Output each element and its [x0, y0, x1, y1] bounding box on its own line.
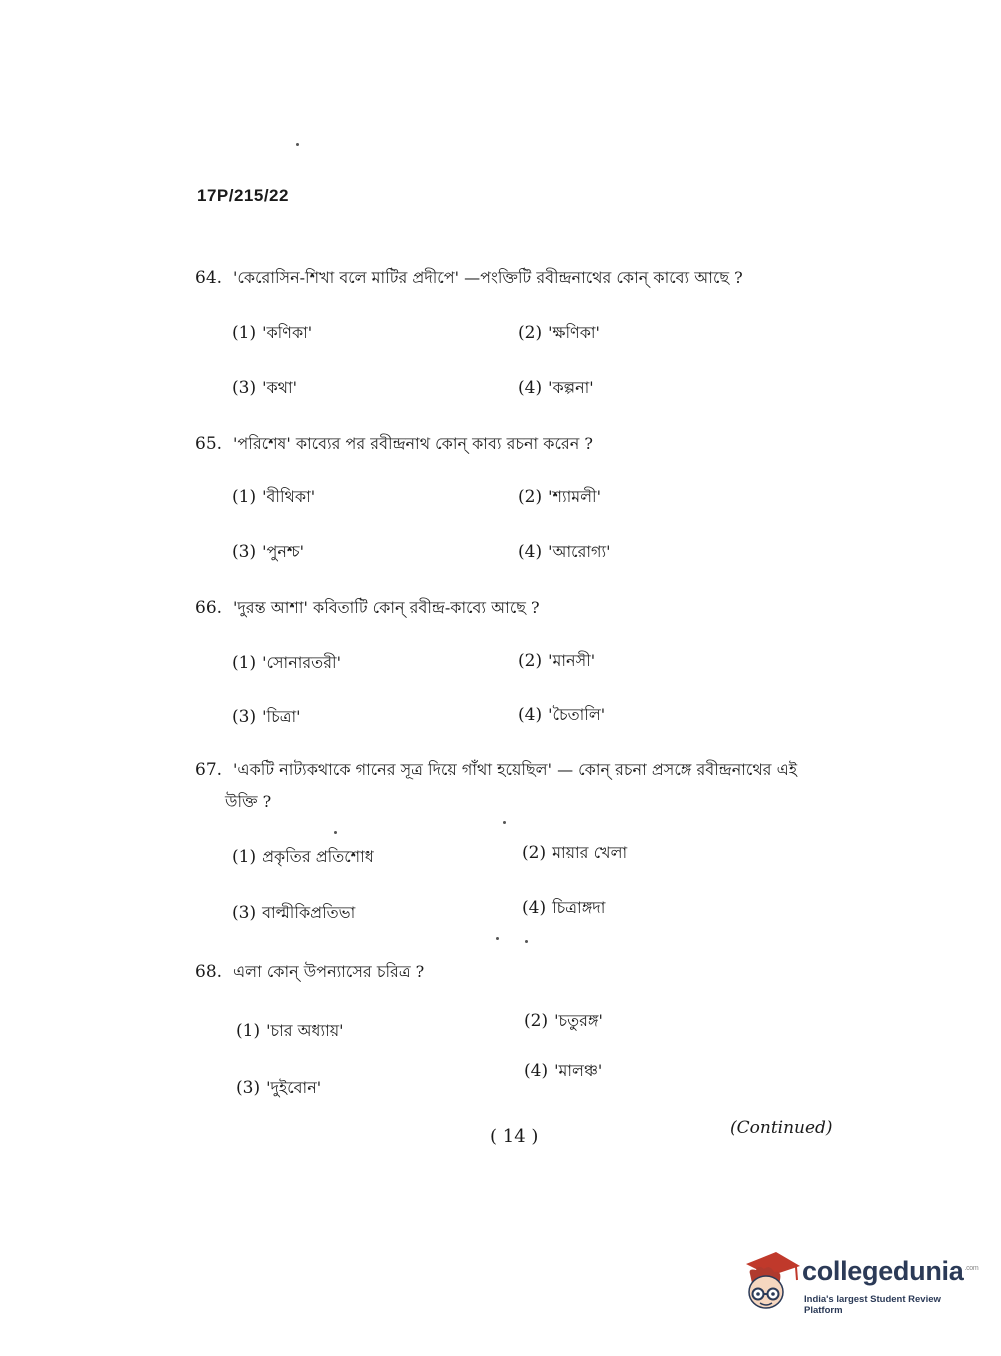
- option-number: (3): [232, 707, 257, 727]
- option-number: (3): [232, 542, 257, 562]
- option-number: (1): [232, 847, 257, 867]
- option-number: (4): [522, 898, 547, 918]
- option-text: 'পুনশ্চ': [262, 542, 304, 561]
- option-66-3: [232, 704, 301, 731]
- question-68: [195, 956, 835, 988]
- option-text: 'সোনারতরী': [262, 653, 341, 672]
- question-number: 65.: [195, 434, 223, 454]
- option-number: (1): [232, 323, 257, 343]
- option-text: 'কণিকা': [262, 323, 313, 342]
- option-text: 'ক্ষণিকা': [548, 323, 600, 342]
- brand-name: collegedunia: [802, 1256, 964, 1286]
- question-65: [195, 428, 835, 460]
- option-text: চিত্রাঙ্গদা: [552, 898, 606, 917]
- question-number: 64.: [195, 268, 223, 288]
- option-text: 'মানসী': [548, 651, 596, 670]
- logo-brand-text: [802, 1256, 978, 1287]
- option-66-2: [518, 648, 595, 675]
- scan-speck: [525, 940, 528, 943]
- option-68-1: [236, 1018, 344, 1045]
- question-text: এলা কোন্ উপন্যাসের চরিত্র ?: [233, 962, 425, 981]
- question-text: 'কেরোসিন-শিখা বলে মাটির প্রদীপে' —পংক্তিটি রবীন্দ্রনাথের কোন্ কাব্যে আছে ?: [233, 268, 743, 287]
- option-text: 'মালঞ্চ': [554, 1061, 603, 1080]
- option-65-2: [518, 484, 601, 511]
- mascot-icon: [742, 1250, 802, 1316]
- option-64-1: [232, 320, 312, 347]
- option-number: (2): [518, 651, 543, 671]
- option-text: 'চতুরঙ্গ': [554, 1011, 603, 1030]
- option-text: 'দুইবোন': [266, 1078, 322, 1097]
- question-64: [195, 262, 835, 294]
- question-text: 'একটি নাট্যকথাকে গানের সূত্র দিয়ে গাঁথা হয়েছিল' — কোন্ রচনা প্রসঙ্গে রবীন্দ্রনাথের এই: [233, 760, 798, 779]
- option-number: (2): [524, 1011, 549, 1031]
- continued-label: (Continued): [730, 1118, 833, 1138]
- option-number: (4): [518, 378, 543, 398]
- option-65-3: [232, 539, 304, 566]
- option-66-4: [518, 702, 605, 729]
- option-number: (2): [522, 843, 547, 863]
- option-65-1: [232, 484, 315, 511]
- page-number: ( 14 ): [490, 1126, 539, 1147]
- option-number: (4): [524, 1061, 549, 1081]
- paper-code: 17P/215/22: [197, 186, 289, 205]
- option-68-4: [524, 1058, 602, 1085]
- logo-tagline: India's largest Student Review Platform: [804, 1294, 941, 1316]
- option-67-2: [522, 840, 627, 867]
- option-67-4: [522, 895, 605, 922]
- option-text: 'চৈতালি': [548, 705, 606, 724]
- option-text: বাল্মীকিপ্রতিভা: [262, 903, 356, 922]
- option-number: (1): [232, 487, 257, 507]
- option-text: 'কল্পনা': [548, 378, 594, 397]
- option-number: (3): [232, 378, 257, 398]
- question-number: 67.: [195, 760, 223, 780]
- option-number: (2): [518, 487, 543, 507]
- option-text: 'কথা': [262, 378, 298, 397]
- question-text: 'পরিশেষ' কাব্যের পর রবীন্দ্রনাথ কোন্ কাব্য রচনা করেন ?: [233, 434, 593, 453]
- option-64-3: [232, 375, 297, 402]
- option-65-4: [518, 539, 611, 566]
- option-number: (1): [232, 653, 257, 673]
- option-64-2: [518, 320, 600, 347]
- scan-speck: [334, 831, 337, 834]
- option-number: (4): [518, 542, 543, 562]
- question-text: 'দুরন্ত আশা' কবিতাটি কোন্ রবীন্দ্র-কাব্যে আছে ?: [233, 598, 540, 617]
- brand-suffix: .com: [964, 1265, 979, 1272]
- option-67-1: [232, 844, 374, 871]
- scan-speck: [296, 143, 299, 146]
- option-number: (3): [236, 1078, 261, 1098]
- option-text: 'শ্যামলী': [548, 487, 602, 506]
- question-number: 68.: [195, 962, 223, 982]
- question-text-continued: উক্তি ?: [225, 792, 272, 811]
- option-number: (1): [236, 1021, 261, 1041]
- scan-speck: [496, 937, 499, 940]
- option-66-1: [232, 650, 341, 677]
- option-64-4: [518, 375, 594, 402]
- question-number: 66.: [195, 598, 223, 618]
- option-68-3: [236, 1075, 321, 1102]
- question-66: [195, 592, 835, 624]
- scan-speck: [503, 821, 506, 824]
- collegedunia-logo: [742, 1250, 979, 1318]
- option-text: মায়ার খেলা: [552, 843, 628, 862]
- option-text: 'চিত্রা': [262, 707, 301, 726]
- option-number: (2): [518, 323, 543, 343]
- option-text: প্রকৃতির প্রতিশোধ: [262, 847, 374, 866]
- option-text: 'আরোগ্য': [548, 542, 611, 561]
- option-text: 'বীথিকা': [262, 487, 316, 506]
- option-67-3: [232, 900, 355, 927]
- option-68-2: [524, 1008, 603, 1035]
- option-text: 'চার অধ্যায়': [266, 1021, 344, 1040]
- option-number: (3): [232, 903, 257, 923]
- option-number: (4): [518, 705, 543, 725]
- question-67: [195, 754, 815, 818]
